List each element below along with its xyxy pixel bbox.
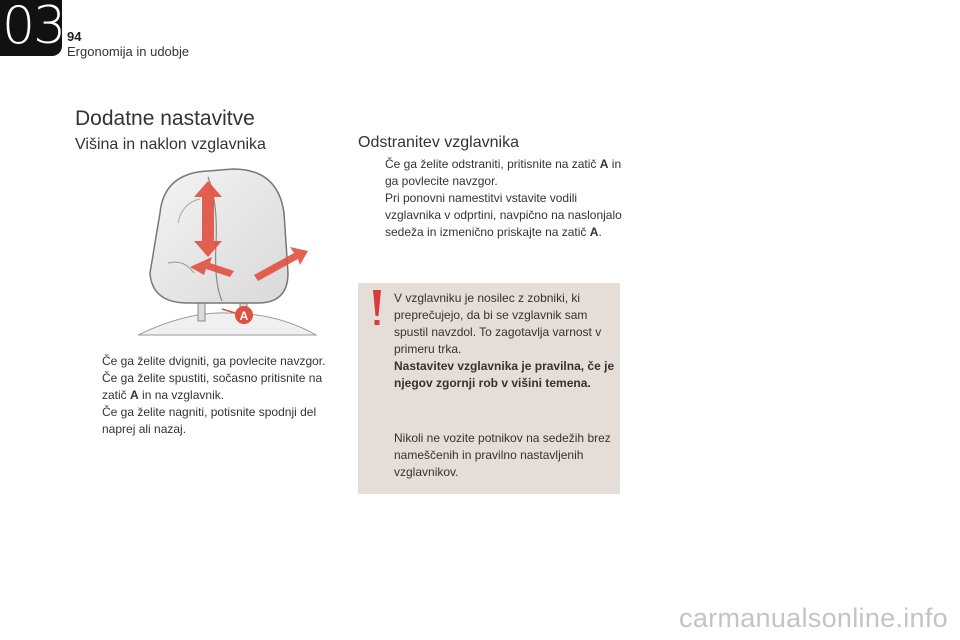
exclamation-warning-icon	[371, 288, 383, 328]
watermark: carmanualsonline.info	[679, 603, 948, 633]
list-item: Če ga želite nagniti, potisnite spodnji del naprej ali nazaj.	[102, 405, 317, 436]
height-tilt-instructions	[80, 353, 342, 438]
list-item: Če ga želite odstraniti, pritisnite na zatič A in ga povlecite navzgor.	[385, 157, 622, 188]
section-name: Ergonomija in udobje	[67, 44, 190, 59]
warning-text: V vzglavniku je nosilec z zobniki, ki preprečujejo, da bi se vzglavnik sam spustil navzdol. To zagotavlja varnost v primeru trka. Nastavitev vzglavnika je pravilna, če je njegov zgornji rob v višini temena.	[394, 291, 615, 390]
subtitle-height-tilt: Višina in naklon vzglavnika	[75, 136, 266, 153]
removal-instructions	[363, 156, 623, 241]
page-number: 94	[67, 29, 82, 44]
warning-bold-text: Nastavitev vzglavnika je pravilna, če je njegov zgornji rob v višini temena.	[394, 359, 615, 390]
warning-box	[358, 283, 620, 494]
pin-a-label: A	[239, 309, 249, 323]
page-title: Dodatne nastavitve	[75, 107, 255, 130]
chapter-number: 03	[2, 0, 65, 56]
list-item: Če ga želite dvigniti, ga povlecite navzgor.	[102, 354, 326, 368]
list-item: Pri ponovni namestitvi vstavite vodili vzglavnika v odprtini, navpično na naslonjalo sedeža in izmenično priskajte na zatič A.	[385, 191, 622, 239]
warning-text-passengers: Nikoli ne vozite potnikov na sedežih brez nameščenih in pravilno nastavljenih vzglavnikov.	[394, 431, 611, 479]
subtitle-removal: Odstranitev vzglavnika	[358, 134, 519, 151]
list-item: Če ga želite spustiti, sočasno pritisnite na zatič A in na vzglavnik.	[102, 371, 323, 402]
chapter-tab	[0, 0, 65, 56]
headrest-illustration	[138, 163, 318, 341]
